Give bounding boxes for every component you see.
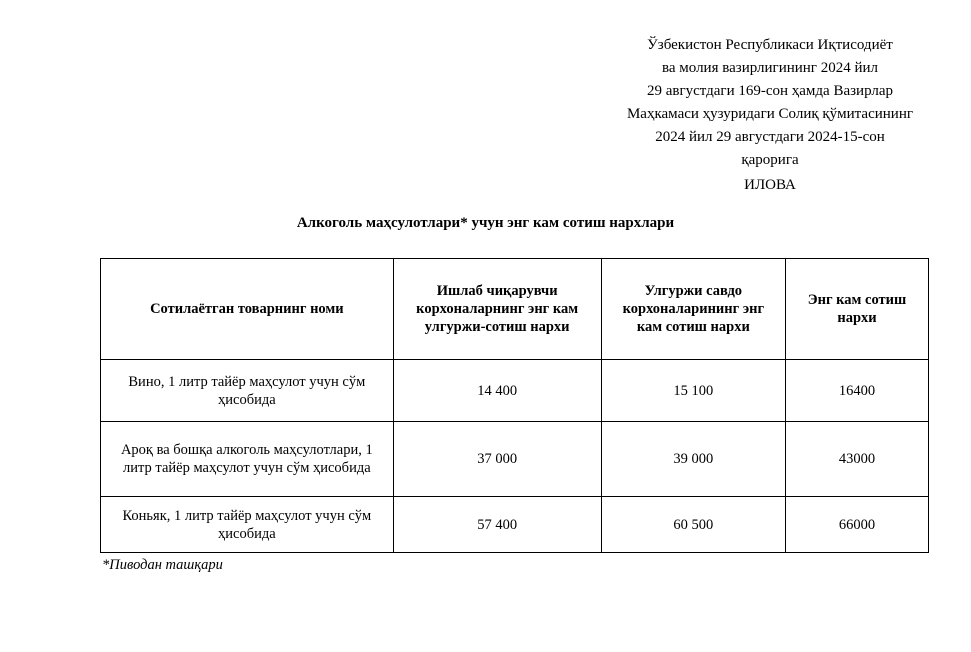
product-name-cell: Вино, 1 литр тайёр маҳсулот учун сўм ҳисобида bbox=[101, 360, 394, 422]
header-line: 29 августдаги 169-сон ҳамда Вазирлар bbox=[646, 83, 894, 99]
header-line: Маҳкамаси ҳузуридаги Солиқ қўмитасининг bbox=[626, 106, 914, 122]
appendix-label: ИЛОВА bbox=[744, 177, 796, 193]
producer-price-cell: 37 000 bbox=[393, 422, 601, 497]
footnote: *Пиводан ташқари bbox=[102, 557, 223, 573]
wholesale-price-cell: 39 000 bbox=[601, 422, 785, 497]
header-line: Ўзбекистон Республикаси Иқтисодиёт bbox=[647, 37, 893, 53]
table-row bbox=[101, 360, 929, 422]
price-table bbox=[100, 258, 929, 553]
document-title: Алкоголь маҳсулотлари* учун энг кам сотиш нархлари bbox=[296, 215, 675, 231]
product-name-cell: Ароқ ва бошқа алкоголь маҳсулотлари, 1 литр тайёр маҳсулот учун сўм ҳисобида bbox=[101, 422, 394, 497]
header-line: қарорига bbox=[741, 152, 799, 168]
table-row bbox=[101, 497, 929, 553]
header-wholesale-price: Улгуржи савдо корхоналарининг энг кам сотиш нархи bbox=[601, 259, 785, 360]
min-price-cell: 16400 bbox=[786, 360, 929, 422]
min-price-cell: 43000 bbox=[786, 422, 929, 497]
producer-price-cell: 57 400 bbox=[393, 497, 601, 553]
wholesale-price-cell: 60 500 bbox=[601, 497, 785, 553]
header-producer-price: Ишлаб чиқарувчи корхоналарнинг энг кам улгуржи-сотиш нархи bbox=[393, 259, 601, 360]
wholesale-price-cell: 15 100 bbox=[601, 360, 785, 422]
header-product-name: Сотилаётган товарнинг номи bbox=[101, 259, 394, 360]
header-min-price: Энг кам сотиш нархи bbox=[786, 259, 929, 360]
producer-price-cell: 14 400 bbox=[393, 360, 601, 422]
table-row bbox=[101, 422, 929, 497]
header-line: 2024 йил 29 августдаги 2024-15-сон bbox=[655, 129, 885, 145]
header-line: ва молия вазирлигининг 2024 йил bbox=[661, 60, 878, 76]
min-price-cell: 66000 bbox=[786, 497, 929, 553]
product-name-cell: Коньяк, 1 литр тайёр маҳсулот учун сўм ҳисобида bbox=[101, 497, 394, 553]
table-header-row bbox=[101, 259, 929, 360]
header-block bbox=[610, 34, 930, 172]
